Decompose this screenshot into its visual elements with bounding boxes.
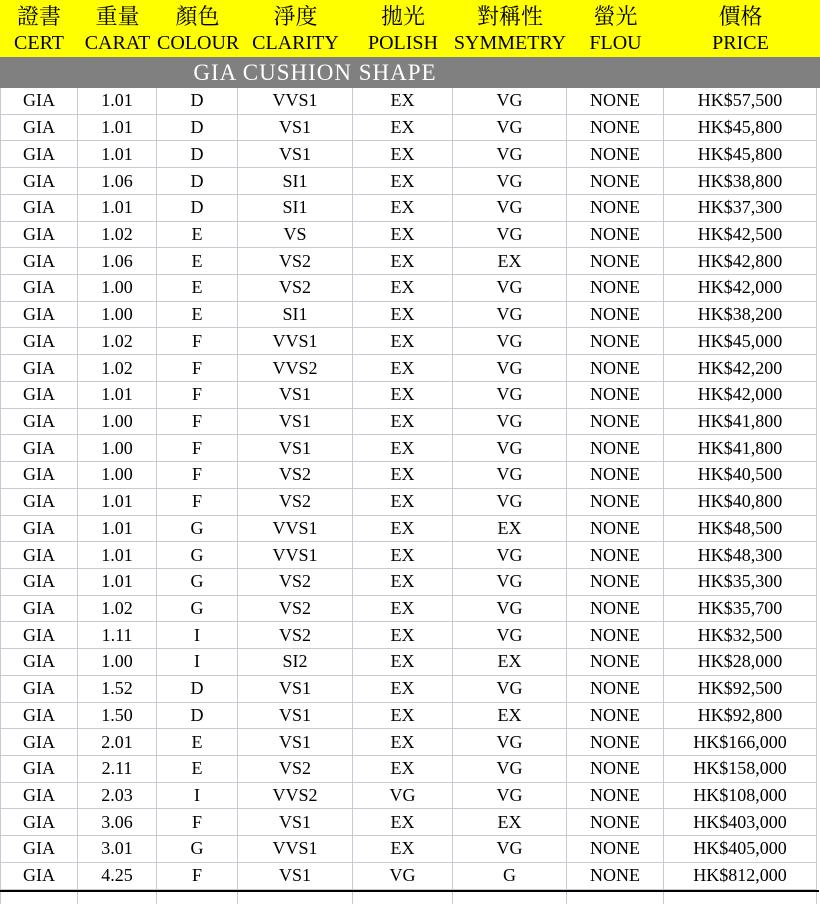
table-cell: VG — [453, 88, 567, 115]
table-cell: VS1 — [238, 703, 353, 730]
table-cell: EX — [353, 489, 453, 516]
table-cell: HK$45,000 — [664, 328, 817, 355]
table-cell: NONE — [567, 542, 664, 569]
table-cell: 1.01 — [78, 141, 157, 168]
table-cell: NONE — [567, 88, 664, 115]
table-cell: 1.00 — [78, 275, 157, 302]
table-cell: VS1 — [238, 435, 353, 462]
table-cell: VVS1 — [238, 542, 353, 569]
table-cell: D — [157, 676, 238, 703]
table-cell: GIA — [0, 382, 78, 409]
column-header-clarity — [238, 2, 353, 57]
table-cell: D — [157, 88, 238, 115]
table-cell: VS2 — [238, 756, 353, 783]
table-cell: EX — [353, 809, 453, 836]
table-cell: 1.02 — [78, 222, 157, 249]
table-cell: EX — [353, 649, 453, 676]
empty-cell — [157, 892, 238, 904]
table-cell: GIA — [0, 649, 78, 676]
table-cell: VS1 — [238, 115, 353, 142]
table-cell: NONE — [567, 328, 664, 355]
table-cell: EX — [353, 836, 453, 863]
table-cell: EX — [353, 222, 453, 249]
table-cell: VS1 — [238, 863, 353, 890]
table-cell: NONE — [567, 809, 664, 836]
table-cell: NONE — [567, 462, 664, 489]
table-cell: HK$40,800 — [664, 489, 817, 516]
table-cell: VG — [453, 783, 567, 810]
empty-cell — [567, 892, 664, 904]
column-header-zh: 拋光 — [380, 4, 425, 29]
table-cell: EX — [353, 542, 453, 569]
column-header-zh: 淨度 — [273, 4, 318, 29]
column-header-cert — [0, 2, 78, 57]
table-cell: EX — [453, 649, 567, 676]
table-cell: GIA — [0, 863, 78, 890]
table-cell: VG — [453, 462, 567, 489]
table-cell: 1.01 — [78, 115, 157, 142]
table-cell: 1.01 — [78, 569, 157, 596]
table-cell: HK$48,500 — [664, 516, 817, 543]
table-cell: F — [157, 328, 238, 355]
table-cell: E — [157, 248, 238, 275]
table-cell: GIA — [0, 569, 78, 596]
column-header-en: PRICE — [712, 32, 769, 54]
table-cell: SI1 — [238, 195, 353, 222]
table-cell: HK$41,800 — [664, 435, 817, 462]
table-cell: HK$108,000 — [664, 783, 817, 810]
table-cell: D — [157, 141, 238, 168]
table-cell: EX — [353, 248, 453, 275]
table-cell: GIA — [0, 622, 78, 649]
table-cell: VG — [453, 355, 567, 382]
table-cell: 1.01 — [78, 516, 157, 543]
table-cell: NONE — [567, 195, 664, 222]
table-cell: F — [157, 863, 238, 890]
table-cell: VS2 — [238, 248, 353, 275]
table-cell: HK$812,000 — [664, 863, 817, 890]
table-cell: NONE — [567, 783, 664, 810]
table-cell: 1.00 — [78, 435, 157, 462]
table-cell: EX — [353, 355, 453, 382]
table-cell: VG — [453, 836, 567, 863]
table-cell: NONE — [567, 275, 664, 302]
table-cell: VVS1 — [238, 88, 353, 115]
table-cell: VS1 — [238, 141, 353, 168]
table-cell: VG — [453, 435, 567, 462]
table-cell: VS — [238, 222, 353, 249]
table-cell: E — [157, 729, 238, 756]
table-cell: EX — [453, 809, 567, 836]
table-cell: EX — [353, 569, 453, 596]
table-cell: NONE — [567, 836, 664, 863]
table-cell: SI2 — [238, 649, 353, 676]
table-cell: GIA — [0, 141, 78, 168]
column-header-zh: 價格 — [718, 4, 763, 29]
table-cell: 1.01 — [78, 542, 157, 569]
empty-cell — [78, 892, 157, 904]
table-cell: F — [157, 355, 238, 382]
table-cell: GIA — [0, 809, 78, 836]
table-cell: GIA — [0, 435, 78, 462]
table-cell: VG — [453, 222, 567, 249]
table-cell: VG — [353, 863, 453, 890]
table-cell: NONE — [567, 409, 664, 436]
table-cell: VS1 — [238, 809, 353, 836]
table-cell: VVS2 — [238, 355, 353, 382]
table-cell: GIA — [0, 355, 78, 382]
table-cell: EX — [353, 622, 453, 649]
table-cell: GIA — [0, 302, 78, 329]
table-cell: G — [157, 596, 238, 623]
table-cell: 3.01 — [78, 836, 157, 863]
table-cell: EX — [353, 756, 453, 783]
table-cell: EX — [353, 676, 453, 703]
empty-row — [0, 892, 820, 904]
table-cell: HK$42,000 — [664, 382, 817, 409]
table-cell: NONE — [567, 222, 664, 249]
table-cell: GIA — [0, 222, 78, 249]
column-header-carat — [78, 2, 157, 57]
table-cell: HK$92,500 — [664, 676, 817, 703]
column-header-en: COLOUR — [157, 32, 240, 54]
table-cell: NONE — [567, 435, 664, 462]
table-cell: 2.03 — [78, 783, 157, 810]
table-cell: HK$403,000 — [664, 809, 817, 836]
table-cell: GIA — [0, 836, 78, 863]
table-cell: VVS1 — [238, 836, 353, 863]
table-cell: VVS1 — [238, 516, 353, 543]
column-header-flou — [567, 2, 664, 57]
table-cell: G — [453, 863, 567, 890]
table-cell: E — [157, 275, 238, 302]
table-cell: 1.06 — [78, 248, 157, 275]
table-cell: NONE — [567, 863, 664, 890]
table-cell: D — [157, 115, 238, 142]
table-cell: VG — [453, 195, 567, 222]
table-cell: 1.00 — [78, 462, 157, 489]
table-cell: 1.50 — [78, 703, 157, 730]
table-cell: D — [157, 703, 238, 730]
table-cell: HK$48,300 — [664, 542, 817, 569]
column-header-en: CARAT — [84, 32, 151, 54]
table-cell: GIA — [0, 328, 78, 355]
table-cell: EX — [353, 596, 453, 623]
table-cell: VG — [453, 489, 567, 516]
table-cell: HK$57,500 — [664, 88, 817, 115]
table-cell: 1.02 — [78, 355, 157, 382]
table-cell: 1.00 — [78, 649, 157, 676]
table-cell: GIA — [0, 542, 78, 569]
table-cell: NONE — [567, 141, 664, 168]
table-cell: EX — [353, 88, 453, 115]
table-cell: GIA — [0, 115, 78, 142]
table-cell: VG — [453, 302, 567, 329]
table-cell: HK$42,800 — [664, 248, 817, 275]
table-cell: VG — [453, 596, 567, 623]
table-cell: I — [157, 622, 238, 649]
table-cell: NONE — [567, 729, 664, 756]
table-cell: HK$35,300 — [664, 569, 817, 596]
table-cell: G — [157, 569, 238, 596]
table-cell: VG — [453, 756, 567, 783]
column-header-en: CLARITY — [252, 32, 339, 54]
table-cell: F — [157, 462, 238, 489]
table-cell: 1.01 — [78, 88, 157, 115]
table-cell: VS2 — [238, 275, 353, 302]
table-cell: 1.06 — [78, 168, 157, 195]
table-cell: HK$38,800 — [664, 168, 817, 195]
table-cell: VS1 — [238, 729, 353, 756]
table-cell: 1.01 — [78, 382, 157, 409]
table-cell: EX — [353, 462, 453, 489]
column-header-en: FLOU — [589, 32, 642, 54]
table-cell: VS2 — [238, 596, 353, 623]
table-cell: VG — [453, 542, 567, 569]
table-cell: HK$405,000 — [664, 836, 817, 863]
table-cell: VS1 — [238, 409, 353, 436]
table-cell: E — [157, 756, 238, 783]
table-cell: E — [157, 302, 238, 329]
table-cell: VS2 — [238, 489, 353, 516]
table-cell: 1.52 — [78, 676, 157, 703]
table-cell: EX — [353, 729, 453, 756]
table-cell: GIA — [0, 729, 78, 756]
table-cell: NONE — [567, 302, 664, 329]
table-cell: VVS2 — [238, 783, 353, 810]
column-header-en: SYMMETRY — [453, 32, 567, 54]
table-cell: VG — [453, 115, 567, 142]
section-banner — [0, 57, 820, 88]
table-cell: HK$166,000 — [664, 729, 817, 756]
table-cell: 2.11 — [78, 756, 157, 783]
table-cell: GIA — [0, 676, 78, 703]
table-cell: HK$41,800 — [664, 409, 817, 436]
table-cell: VG — [453, 168, 567, 195]
empty-cell — [453, 892, 567, 904]
table-cell: NONE — [567, 382, 664, 409]
table-cell: 1.01 — [78, 195, 157, 222]
table-cell: GIA — [0, 703, 78, 730]
section-banner-label: GIA CUSHION SHAPE — [193, 59, 437, 85]
table-cell: HK$40,500 — [664, 462, 817, 489]
table-cell: HK$28,000 — [664, 649, 817, 676]
table-cell: GIA — [0, 596, 78, 623]
table-cell: SI1 — [238, 302, 353, 329]
table-cell: EX — [353, 302, 453, 329]
table-cell: 2.01 — [78, 729, 157, 756]
table-cell: VG — [453, 676, 567, 703]
table-cell: EX — [453, 703, 567, 730]
table-cell: D — [157, 168, 238, 195]
table-cell: EX — [453, 248, 567, 275]
table-cell: HK$32,500 — [664, 622, 817, 649]
table-cell: NONE — [567, 115, 664, 142]
table-cell: 1.02 — [78, 596, 157, 623]
table-cell: EX — [353, 141, 453, 168]
table-cell: VG — [453, 328, 567, 355]
table-cell: HK$158,000 — [664, 756, 817, 783]
table-cell: G — [157, 516, 238, 543]
table-cell: 1.01 — [78, 489, 157, 516]
table-cell: VG — [353, 783, 453, 810]
table-cell: D — [157, 195, 238, 222]
table-cell: G — [157, 542, 238, 569]
empty-cell — [0, 892, 78, 904]
table-cell: EX — [353, 435, 453, 462]
table-cell: EX — [353, 195, 453, 222]
column-header-en: POLISH — [367, 32, 438, 54]
table-cell: VG — [453, 569, 567, 596]
table-cell: 4.25 — [78, 863, 157, 890]
table-cell: VG — [453, 382, 567, 409]
table-cell: NONE — [567, 596, 664, 623]
column-header-price — [664, 2, 817, 57]
table-header — [0, 0, 820, 57]
table-cell: EX — [353, 409, 453, 436]
table-cell: NONE — [567, 756, 664, 783]
table-cell: GIA — [0, 275, 78, 302]
column-header-zh: 對稱性 — [476, 4, 543, 29]
table-cell: EX — [353, 168, 453, 195]
table-cell: GIA — [0, 168, 78, 195]
table-cell: E — [157, 222, 238, 249]
column-header-zh: 重量 — [95, 4, 140, 29]
table-cell: 3.06 — [78, 809, 157, 836]
table-cell: HK$42,500 — [664, 222, 817, 249]
table-cell: F — [157, 382, 238, 409]
table-cell: GIA — [0, 462, 78, 489]
column-header-zh: 證書 — [16, 4, 61, 29]
table-cell: F — [157, 489, 238, 516]
empty-cell — [353, 892, 453, 904]
table-cell: HK$45,800 — [664, 141, 817, 168]
table-cell: 1.02 — [78, 328, 157, 355]
table-cell: GIA — [0, 516, 78, 543]
table-cell: I — [157, 783, 238, 810]
table-cell: HK$35,700 — [664, 596, 817, 623]
table-cell: EX — [353, 115, 453, 142]
table-cell: VVS1 — [238, 328, 353, 355]
table-cell: NONE — [567, 248, 664, 275]
table-cell: G — [157, 836, 238, 863]
table-cell: NONE — [567, 355, 664, 382]
table-cell: GIA — [0, 756, 78, 783]
table-cell: F — [157, 409, 238, 436]
table-cell: EX — [353, 275, 453, 302]
table-cell: VG — [453, 141, 567, 168]
table-cell: I — [157, 649, 238, 676]
table-cell: NONE — [567, 622, 664, 649]
table-cell: EX — [353, 516, 453, 543]
table-cell: 1.00 — [78, 302, 157, 329]
table-body — [0, 88, 820, 890]
table-cell: HK$37,300 — [664, 195, 817, 222]
table-cell: VG — [453, 409, 567, 436]
column-header-colour — [157, 2, 238, 57]
table-cell: NONE — [567, 703, 664, 730]
table-cell: NONE — [567, 489, 664, 516]
table-cell: GIA — [0, 489, 78, 516]
column-header-en: CERT — [14, 32, 64, 54]
table-cell: VG — [453, 622, 567, 649]
table-cell: NONE — [567, 569, 664, 596]
column-header-symmetry — [453, 2, 567, 57]
table-cell: VS1 — [238, 382, 353, 409]
table-cell: HK$45,800 — [664, 115, 817, 142]
table-cell: HK$92,800 — [664, 703, 817, 730]
empty-cell — [664, 892, 817, 904]
table-cell: HK$42,200 — [664, 355, 817, 382]
table-cell: GIA — [0, 195, 78, 222]
table-cell: 1.00 — [78, 409, 157, 436]
table-cell: GIA — [0, 783, 78, 810]
table-cell: GIA — [0, 88, 78, 115]
table-cell: VG — [453, 275, 567, 302]
column-header-zh: 顏色 — [175, 4, 220, 29]
table-cell: HK$38,200 — [664, 302, 817, 329]
column-header-polish — [353, 2, 453, 57]
table-cell: EX — [353, 703, 453, 730]
table-cell: VS2 — [238, 622, 353, 649]
table-cell: EX — [353, 382, 453, 409]
empty-cell — [238, 892, 353, 904]
table-cell: NONE — [567, 168, 664, 195]
table-cell: VS2 — [238, 462, 353, 489]
table-cell: EX — [353, 328, 453, 355]
table-cell: VS1 — [238, 676, 353, 703]
table-cell: NONE — [567, 516, 664, 543]
table-cell: F — [157, 809, 238, 836]
table-cell: EX — [453, 516, 567, 543]
table-cell: VS2 — [238, 569, 353, 596]
table-cell: SI1 — [238, 168, 353, 195]
table-cell: HK$42,000 — [664, 275, 817, 302]
table-cell: NONE — [567, 649, 664, 676]
table-cell: GIA — [0, 248, 78, 275]
table-cell: 1.11 — [78, 622, 157, 649]
table-cell: F — [157, 435, 238, 462]
column-header-zh: 螢光 — [593, 4, 638, 29]
table-cell: NONE — [567, 676, 664, 703]
table-cell: GIA — [0, 409, 78, 436]
table-cell: VG — [453, 729, 567, 756]
